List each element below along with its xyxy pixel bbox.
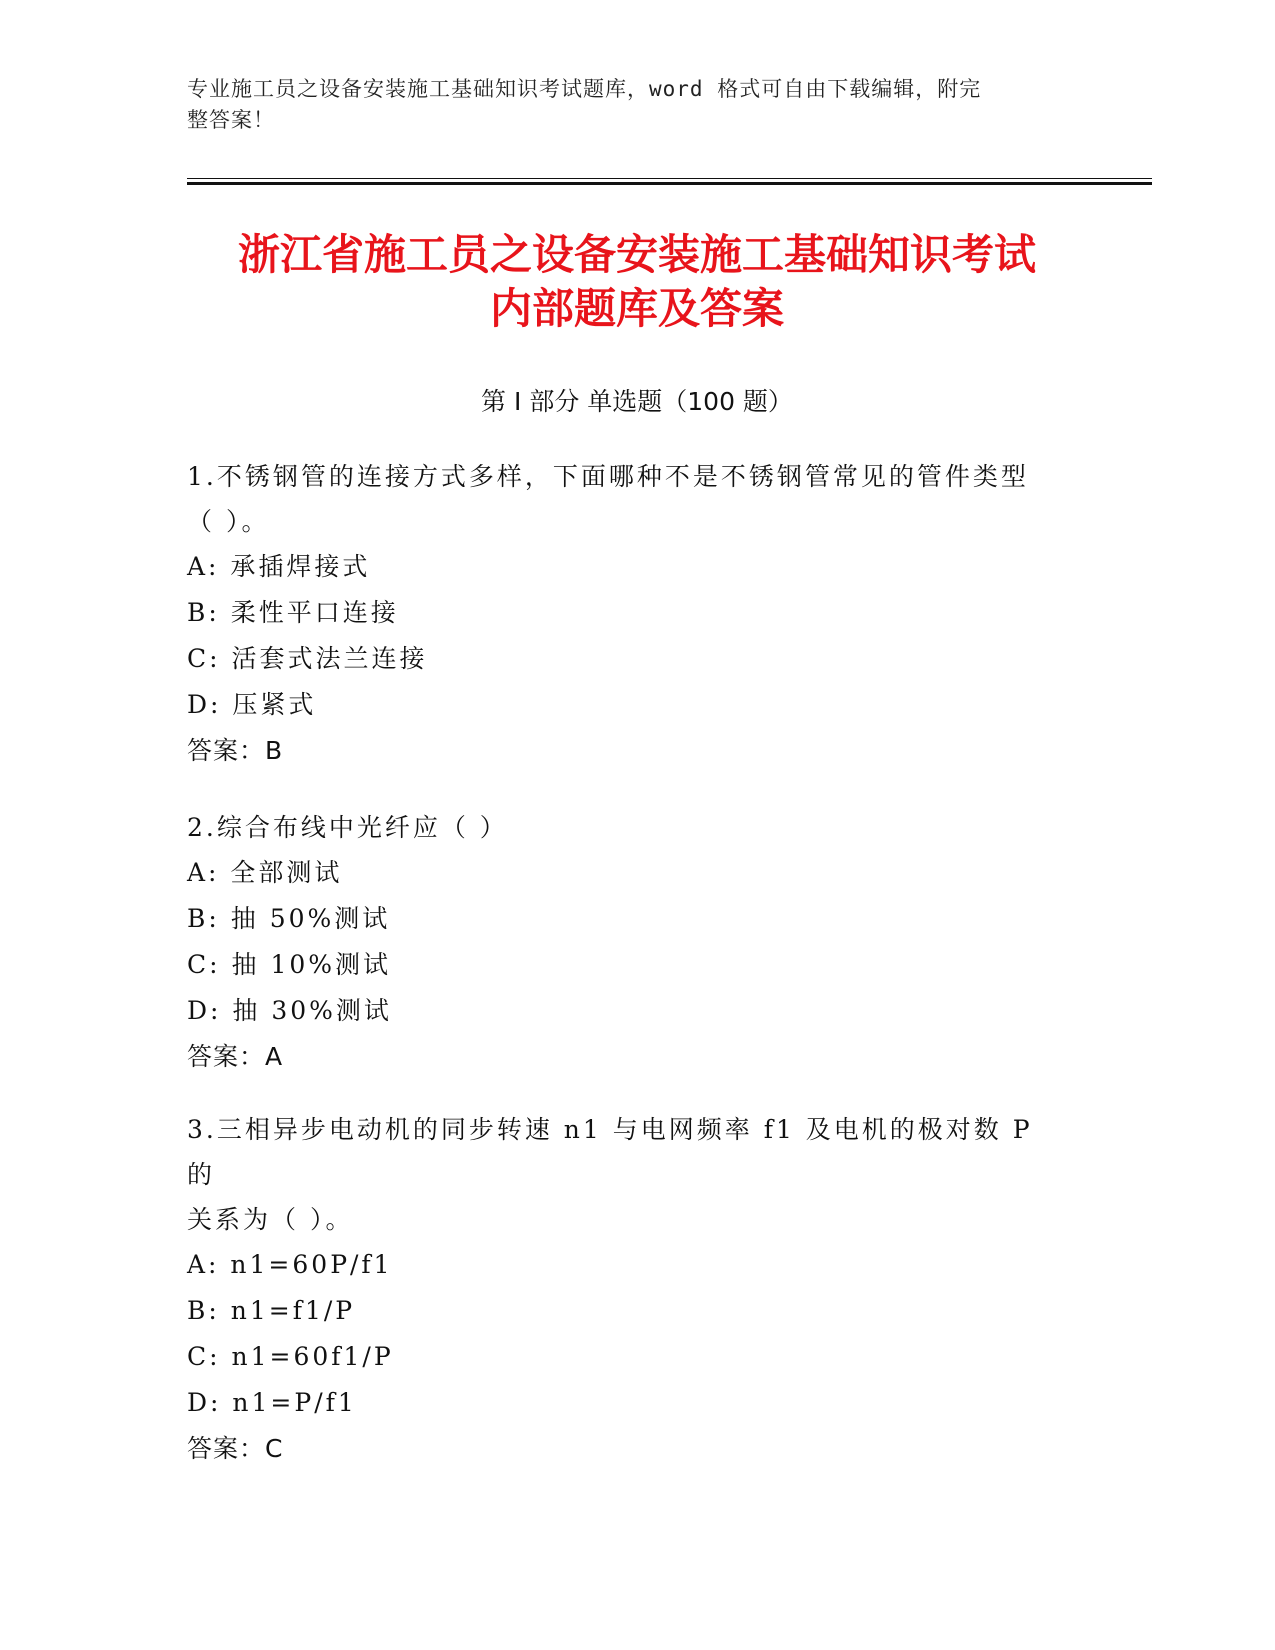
header-note-line-1: 专业施工员之设备安装施工基础知识考试题库，word 格式可自由下载编辑，附完 [187,77,982,101]
question-answer: 答案：C [187,1434,284,1463]
header-divider-thin [187,178,1152,179]
question-answer: 答案：B [187,736,284,765]
document-title [187,228,1087,336]
question-stem-line-1: 3.三相异步电动机的同步转速 n1 与电网频率 f1 及电机的极对数 P 的 [187,1115,1033,1189]
question-option-d: D: 抽 30%测试 [187,996,392,1025]
question-stem-line-1: 1.不锈钢管的连接方式多样，下面哪种不是不锈钢管常见的管件类型 [187,462,1029,491]
question-stem-line-1: 2.综合布线中光纤应（ ） [187,813,508,842]
question-option-c: C: 抽 10%测试 [187,950,392,979]
question-option-c: C: n1=60f1/P [187,1342,394,1371]
question-option-b: B: 抽 50%测试 [187,904,391,933]
question-answer: 答案：A [187,1042,284,1071]
header-divider-thick [187,182,1152,185]
document-title-line-2: 内部题库及答案 [489,284,784,333]
question-3 [187,1107,1067,1472]
question-option-a: A: 全部测试 [187,858,343,887]
question-option-c: C: 活套式法兰连接 [187,644,428,673]
question-2 [187,805,1067,1080]
question-option-b: B: n1=f1/P [187,1296,356,1325]
question-option-d: D: 压紧式 [187,690,317,719]
question-option-d: D: n1=P/f1 [187,1388,357,1417]
question-option-a: A: n1=60P/f1 [187,1250,393,1279]
question-stem-line-2: 关系为（ ）。 [187,1205,354,1234]
question-option-b: B: 柔性平口连接 [187,598,399,627]
question-option-a: A: 承插焊接式 [187,552,371,581]
question-1 [187,454,1067,774]
question-stem-line-2: （ ）。 [187,507,270,536]
header-note-line-2: 整答案！ [187,108,275,132]
header-note [187,74,1067,136]
document-title-line-1: 浙江省施工员之设备安装施工基础知识考试 [237,230,1036,279]
section-title: 第 I 部分 单选题（100 题） [481,387,793,416]
